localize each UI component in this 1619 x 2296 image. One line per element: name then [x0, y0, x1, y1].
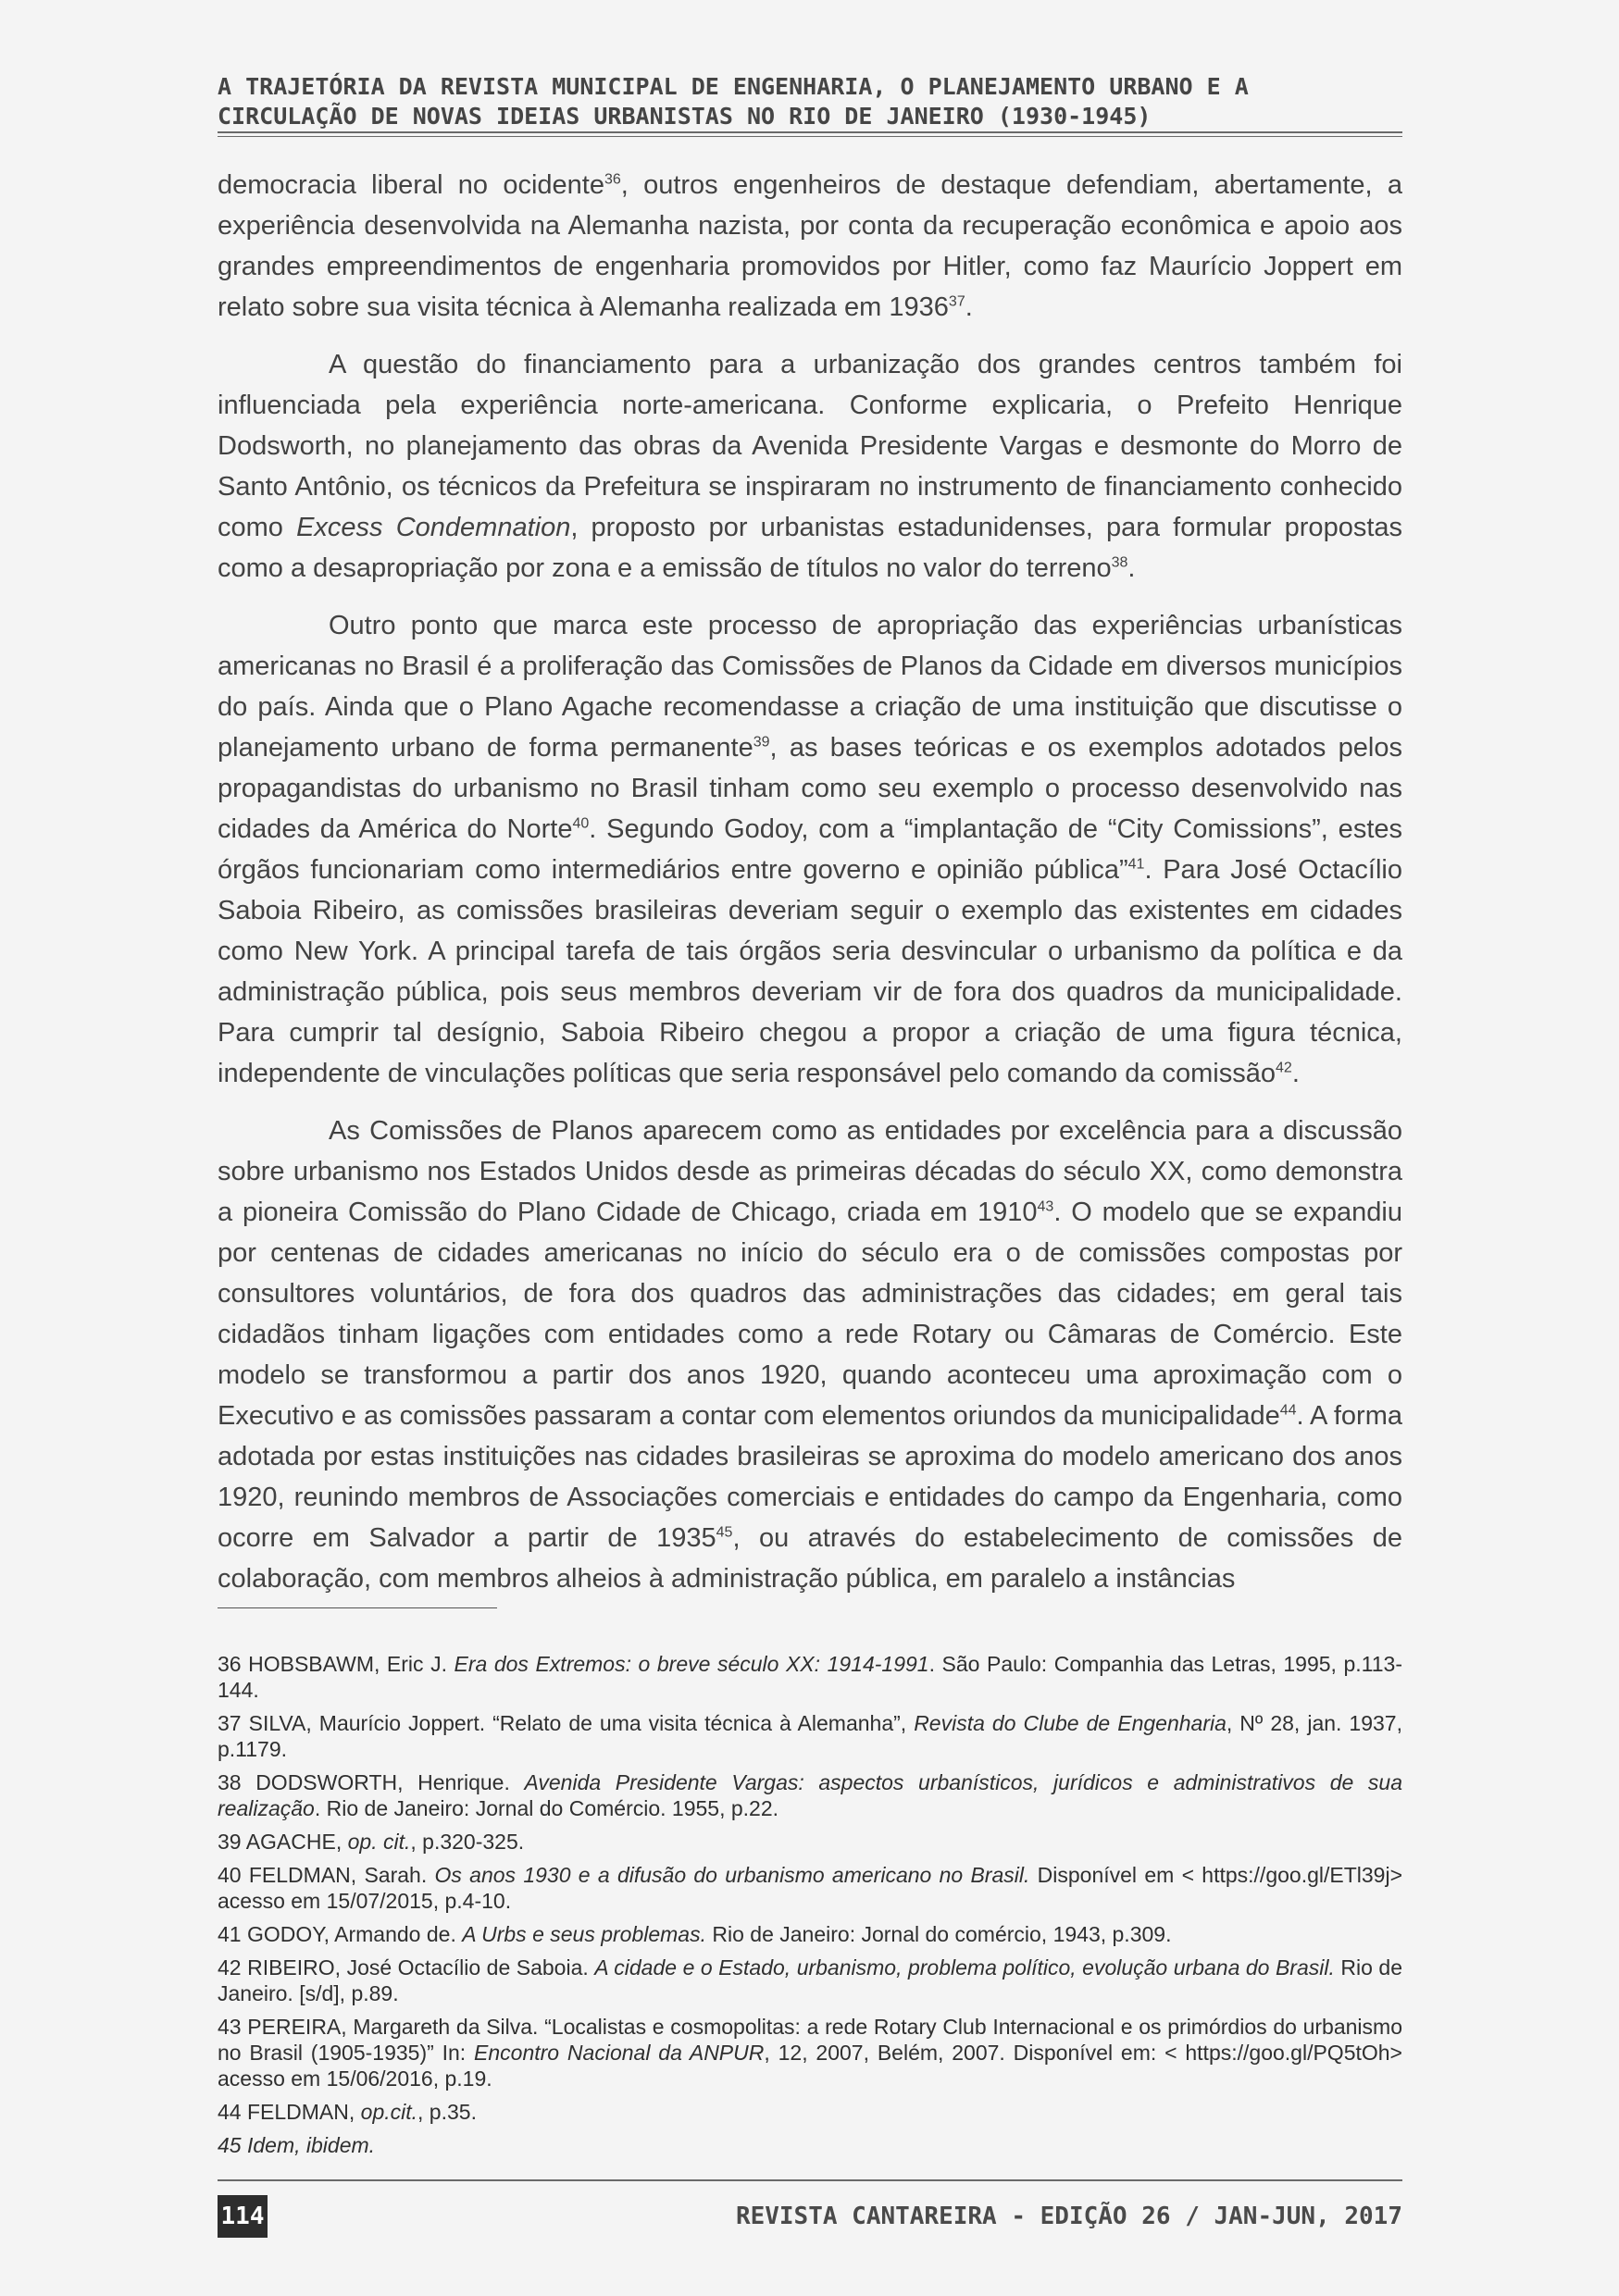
- paragraph-3: Outro ponto que marca este processo de apropriação das experiências urbanísticas americanas no Brasil é a proliferação das Comissões de Planos da Cidade em diversos municípios do país. Ainda que o Plano Agache recomendasse a criação de uma instituição que discutisse o planejamento urbano de forma permanente$^{39}$, as bases teóricas e os exemplos adotados pelos propagandistas do urbanismo no Brasil tinham como seu exemplo o processo desenvolvido nas cidades da América do Norte$^{40}$. Segundo Godoy, com a “implantação de “City Comissions”, estes órgãos funcionariam como intermediários entre governo e opinião pública”$^{41}$. Para José Octacílio Saboia Ribeiro, as comissões brasileiras deveriam seguir o exemplo das existentes em cidades como New York. A principal tarefa de tais órgãos seria desvincular o urbanismo da política e da administração pública, pois seus membros deveriam vir de fora dos quadros da municipalidade. Para cumprir tal desígnio, Saboia Ribeiro chegou a propor a criação de uma figura técnica, independente de vinculações políticas que seria responsável pelo comando da comissão$^{42}$.: [218, 611, 1402, 1088]
- running-header: [218, 72, 1402, 131]
- header-rule-top: [218, 131, 1402, 133]
- page-number: 114: [218, 2195, 268, 2238]
- footnote-40: 40 FELDMAN, Sarah. Os anos 1930 e a difusão do urbanismo americano no Brasil. Disponível em < https://goo.gl/ETl39j> acesso em 15/07/2015, p.4-10.: [218, 1863, 1402, 1913]
- footnote-42: 42 RIBEIRO, José Octacílio de Saboia. A cidade e o Estado, urbanismo, problema político, evolução urbana do Brasil. Rio de Janeiro. [s/d], p.89.: [218, 1955, 1402, 2005]
- footnote-ref-38[interactable]: 38: [1111, 554, 1128, 571]
- footnote-38: 38 DODSWORTH, Henrique. Avenida Presidente Vargas: aspectos urbanísticos, jurídicos e administrativos de sua realização. Rio de Janeiro: Jornal do Comércio. 1955, p.22.: [218, 1770, 1402, 1820]
- footnote-43: 43 PEREIRA, Margareth da Silva. “Localistas e cosmopolitas: a rede Rotary Club Internacional e os primórdios do urbanismo no Brasil (1905-1935)” In: Encontro Nacional da ANPUR, 12, 2007, Belém, 2007. Disponível em: < https://goo.gl/PQ5tOh> acesso em 15/06/2016, p.19.: [218, 2015, 1402, 2091]
- footnotes: [218, 1651, 1402, 2158]
- footnote-ref-41[interactable]: 41: [1127, 856, 1145, 873]
- footer-rule: [218, 2179, 1402, 2181]
- article-body: [218, 165, 1402, 1616]
- footnote-ref-45[interactable]: 45: [716, 1524, 733, 1541]
- footnote-ref-36[interactable]: 36: [604, 171, 621, 188]
- journal-footer: REVISTA CANTAREIRA - EDIÇÃO 26 / JAN-JUN, 2017: [735, 2203, 1402, 2230]
- footnote-ref-44[interactable]: 44: [1279, 1402, 1297, 1419]
- paragraph-2: A questão do financiamento para a urbanização dos grandes centros também foi influenciada pela experiência norte-americana. Conforme explicaria, o Prefeito Henrique Dodsworth, no planejamento das obras da Avenida Presidente Vargas e desmonte do Morro de Santo Antônio, os técnicos da Prefeitura se inspiraram no instrumento de financiamento conhecido como Excess Condemnation, proposto por urbanistas estadunidenses, para formular propostas como a desapropriação por zona e a emissão de títulos no valor do terreno$^{38}$.: [218, 350, 1403, 583]
- footnote-ref-42[interactable]: 42: [1276, 1060, 1292, 1076]
- footnote-37: 37 SILVA, Maurício Joppert. “Relato de uma visita técnica à Alemanha”, Revista do Clube de Engenharia, Nº 28, jan. 1937, p.1179.: [218, 1711, 1402, 1761]
- running-header-line-1: A TRAJETÓRIA DA REVISTA MUNICIPAL DE ENGENHARIA, O PLANEJAMENTO URBANO E A: [218, 73, 1249, 100]
- footnote-separator: [218, 1607, 497, 1608]
- footnote-45: 45 Idem, ibidem.: [218, 2133, 376, 2157]
- header-rule-bottom: [218, 136, 1402, 137]
- footnote-39: 39 AGACHE, op. cit., p.320-325.: [218, 1830, 525, 1854]
- footnote-44: 44 FELDMAN, op.cit., p.35.: [218, 2100, 477, 2124]
- paragraph-1: democracia liberal no ocidente$^{36}$, outros engenheiros de destaque defendiam, abertamente, a experiência desenvolvida na Alemanha nazista, por conta da recuperação econômica e apoio aos grandes empreendimentos de engenharia promovidos por Hitler, como faz Maurício Joppert em relato sobre sua visita técnica à Alemanha realizada em 1936$^{37}$.: [218, 170, 1402, 322]
- running-header-line-2: CIRCULAÇÃO DE NOVAS IDEIAS URBANISTAS NO RIO DE JANEIRO (1930-1945): [218, 103, 1152, 130]
- footnote-41: 41 GODOY, Armando de. A Urbs e seus problemas. Rio de Janeiro: Jornal do comércio, 1943, p.309.: [218, 1922, 1172, 1946]
- footnote-ref-39[interactable]: 39: [753, 734, 770, 751]
- footnote-ref-43[interactable]: 43: [1037, 1198, 1054, 1215]
- paragraph-4: As Comissões de Planos aparecem como as entidades por excelência para a discussão sobre urbanismo nos Estados Unidos desde as primeiras décadas do século XX, como demonstra a pioneira Comissão do Plano Cidade de Chicago, criada em 1910$^{43}$. O modelo que se expandiu por centenas de cidades americanas no início do século era o de comissões compostas por consultores voluntários, de fora dos quadros das administrações das cidades; em geral tais cidadãos tinham ligações com entidades como a rede Rotary ou Câmaras de Comércio. Este modelo se transformou a partir dos anos 1920, quando aconteceu uma aproximação com o Executivo e as comissões passaram a contar com elementos oriundos da municipalidade$^{44}$. A forma adotada por estas instituições nas cidades brasileiras se aproxima do modelo americano dos anos 1920, reunindo membros de Associações comerciais e entidades do campo da Engenharia, como ocorre em Salvador a partir de 1935$^{45}$, ou através do estabelecimento de comissões de colaboração, com membros alheios à administração pública, em paralelo a instâncias: [218, 1116, 1402, 1594]
- footnote-ref-40[interactable]: 40: [572, 815, 590, 832]
- footnote-36: 36 HOBSBAWM, Eric J. Era dos Extremos: o breve século XX: 1914-1991. São Paulo: Companhia das Letras, 1995, p.113-144.: [218, 1652, 1402, 1702]
- footnote-ref-37[interactable]: 37: [948, 293, 965, 310]
